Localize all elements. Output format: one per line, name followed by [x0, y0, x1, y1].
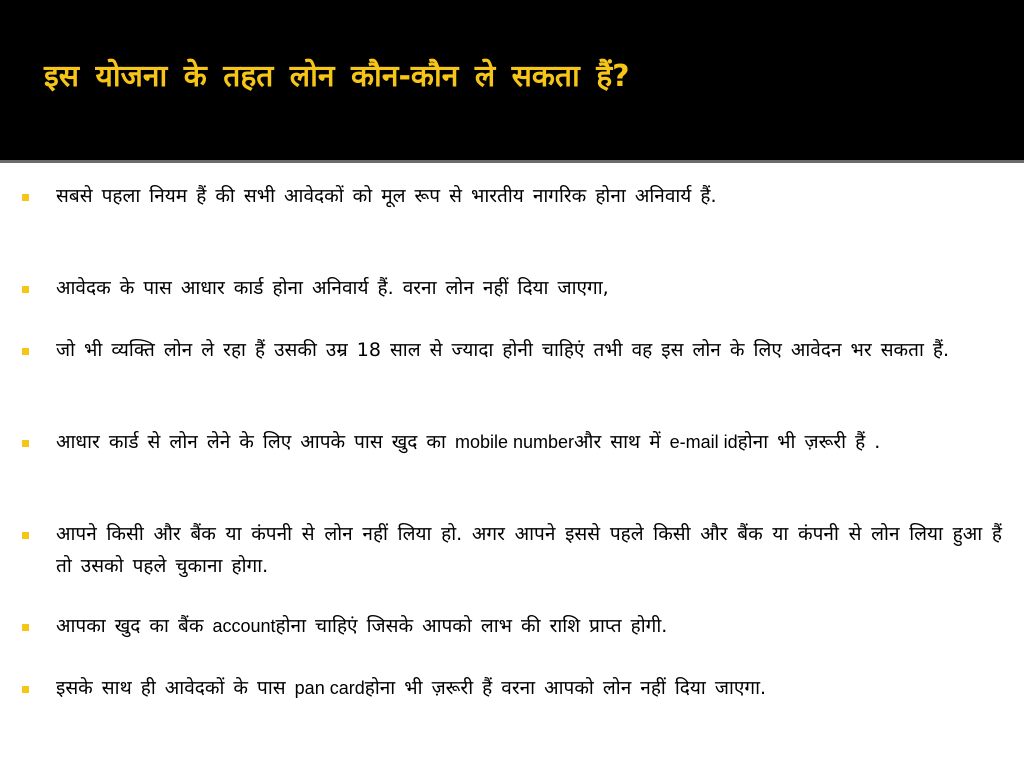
bullet-text-latin: mobile number	[454, 432, 575, 452]
bullet-square-icon	[22, 624, 29, 631]
bullet-text-latin: pan card	[294, 678, 365, 698]
bullet-text-latin: account	[212, 616, 276, 636]
bullet-text	[56, 426, 1002, 458]
bullet-text-part: आपका खुद का बैंक	[56, 615, 204, 637]
bullet-square-icon	[22, 348, 29, 355]
bullet-text	[56, 610, 1002, 642]
slide-title: इस योजना के तहत लोन कौन-कौन ले सकता हैं?	[44, 59, 630, 94]
bullet-text: आवेदक के पास आधार कार्ड होना अनिवार्य हैं. वरना लोन नहीं दिया जाएगा,	[56, 277, 609, 299]
bullet-text-part: होना चाहिएं जिसके आपको लाभ की राशि प्राप्त होगी.	[275, 615, 668, 637]
bullet-square-icon	[22, 686, 29, 693]
bullet-text: जो भी व्यक्ति लोन ले रहा हैं उसकी उम्र 18 साल से ज्यादा होनी चाहिएं तभी वह इस लोन के लिए आवेदन भर सकता हैं.	[56, 339, 950, 361]
title-bar	[0, 0, 1024, 160]
bullet-text-part: होना भी ज़रूरी हैं वरना आपको लोन नहीं दिया जाएगा.	[364, 677, 767, 699]
bullet-square-icon	[22, 532, 29, 539]
bullet-text: आपने किसी और बैंक या कंपनी से लोन नहीं लिया हो. अगर आपने इससे पहले किसी और बैंक या कंपनी से लोन लिया हुआ हैं तो उसको पहले चुकाना होगा.	[56, 523, 1002, 577]
bullet-text-part: होना भी ज़रूरी हैं .	[737, 431, 881, 453]
bullet-square-icon	[22, 286, 29, 293]
bullet-text-part: इसके साथ ही आवेदकों के पास	[56, 677, 286, 699]
bullet-square-icon	[22, 440, 29, 447]
bullet-square-icon	[22, 194, 29, 201]
bullet-text-part: आधार कार्ड से लोन लेने के लिए आपके पास खुद का	[56, 431, 446, 453]
bullet-text: सबसे पहला नियम हैं की सभी आवेदकों को मूल रूप से भारतीय नागरिक होना अनिवार्य हैं.	[56, 185, 717, 207]
bullet-text	[56, 672, 1002, 704]
title-separator	[0, 160, 1024, 163]
bullet-text-latin: e-mail id	[669, 432, 738, 452]
bullet-text-part: और साथ में	[574, 431, 661, 453]
